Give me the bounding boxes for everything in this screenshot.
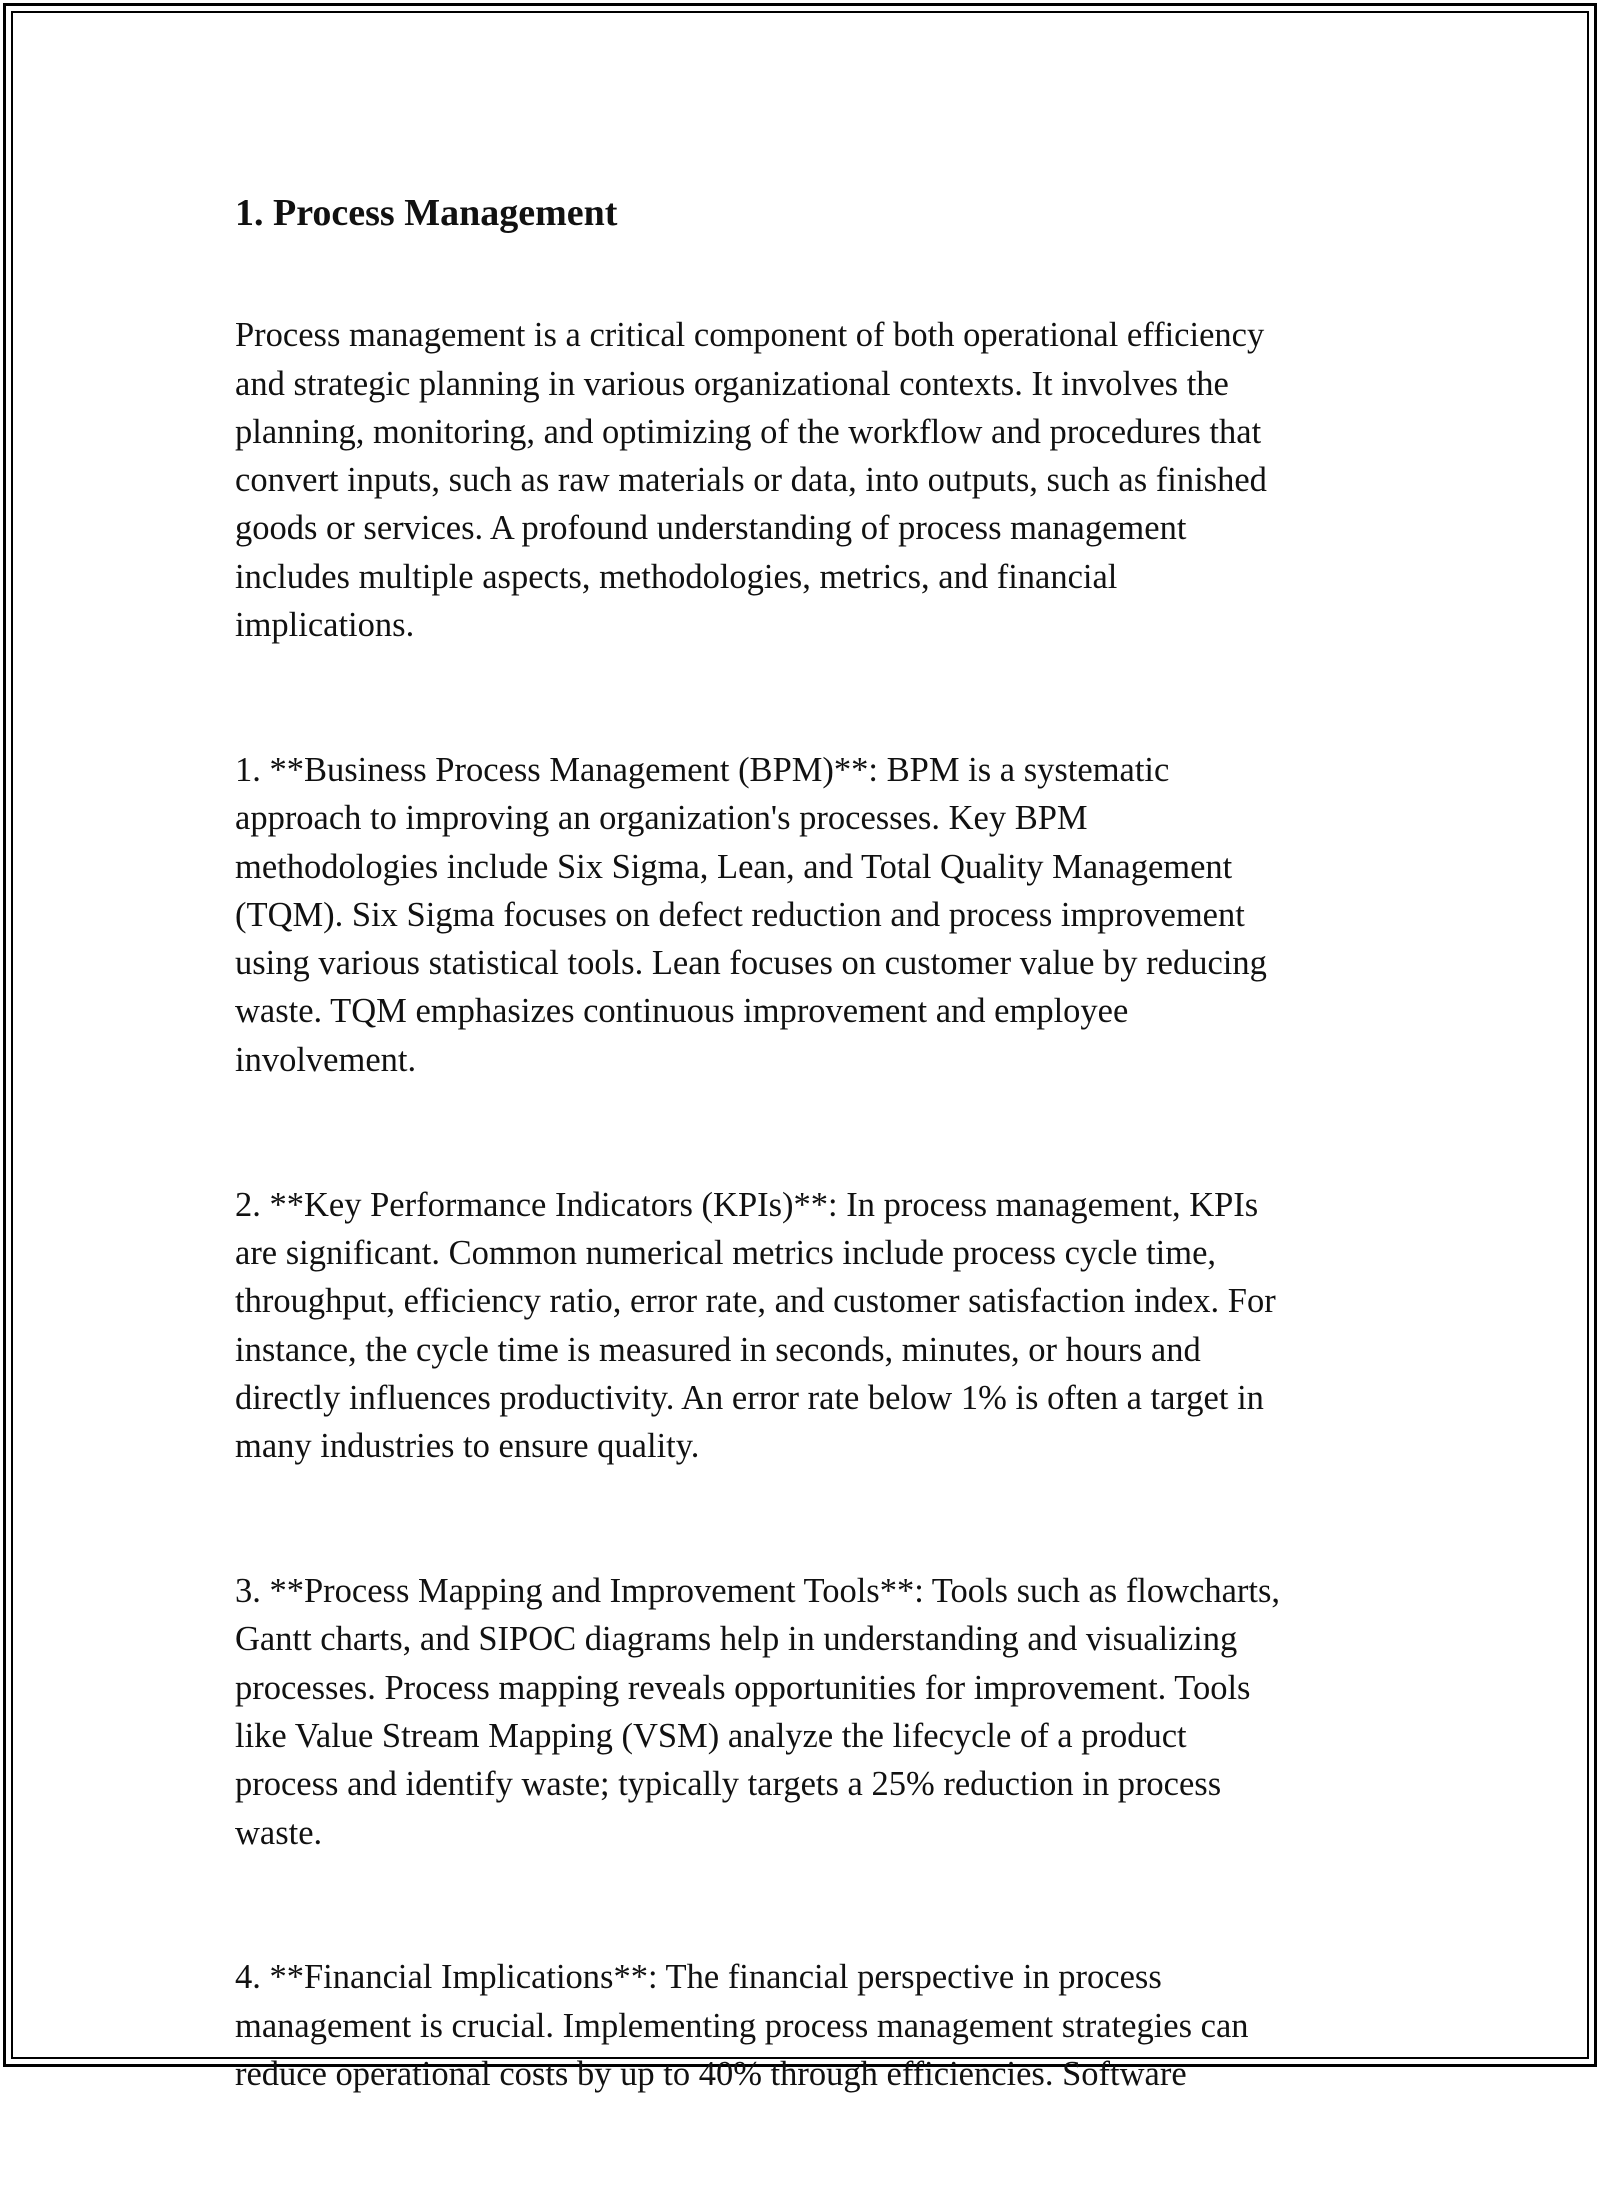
section-heading: 1. Process Management xyxy=(235,192,618,234)
bpm-paragraph: 1. **Business Process Management (BPM)**: BPM is a systematic approach to improving an organization's processes. Key BPM methodologies include Six Sigma, Lean, and Total Quality Management (TQM). Six Sigma focuses on defect reduction and process improvement using various statistical tools. Lean focuses on customer value by reducing waste. TQM emphasizes continuous improvement and employee involvement. xyxy=(235,750,1267,1079)
financial-implications-paragraph: 4. **Financial Implications**: The financial perspective in process management is crucial. Implementing process management strategies can reduce operational costs by up to 40% through efficiencies. Software xyxy=(235,1958,1249,2093)
intro-paragraph: Process management is a critical component of both operational efficiency and strategic planning in various organizational contexts. It involves the planning, monitoring, and optimizing of the workflow and procedures that convert inputs, such as raw materials or data, into outputs, such as finished goods or services. A profound understanding of process management includes multiple aspects, methodologies, metrics, and financial implications. xyxy=(235,316,1267,645)
process-mapping-paragraph: 3. **Process Mapping and Improvement Tools**: Tools such as flowcharts, Gantt charts, and SIPOC diagrams help in understanding and visualizing processes. Process mapping reveals opportunities for improvement. Tools like Value Stream Mapping (VSM) analyze the lifecycle of a product process and identify waste; typically targets a 25% reduction in process waste. xyxy=(235,1572,1281,1852)
kpi-paragraph: 2. **Key Performance Indicators (KPIs)**: In process management, KPIs are significant. Common numerical metrics include process cycle time, throughput, efficiency ratio, error rate, and customer satisfaction index. For instance, the cycle time is measured in seconds, minutes, or hours and directly influences productivity. An error rate below 1% is often a target in many industries to ensure quality. xyxy=(235,1185,1276,1466)
document-body xyxy=(235,263,1365,2195)
document-page xyxy=(235,185,1365,2195)
